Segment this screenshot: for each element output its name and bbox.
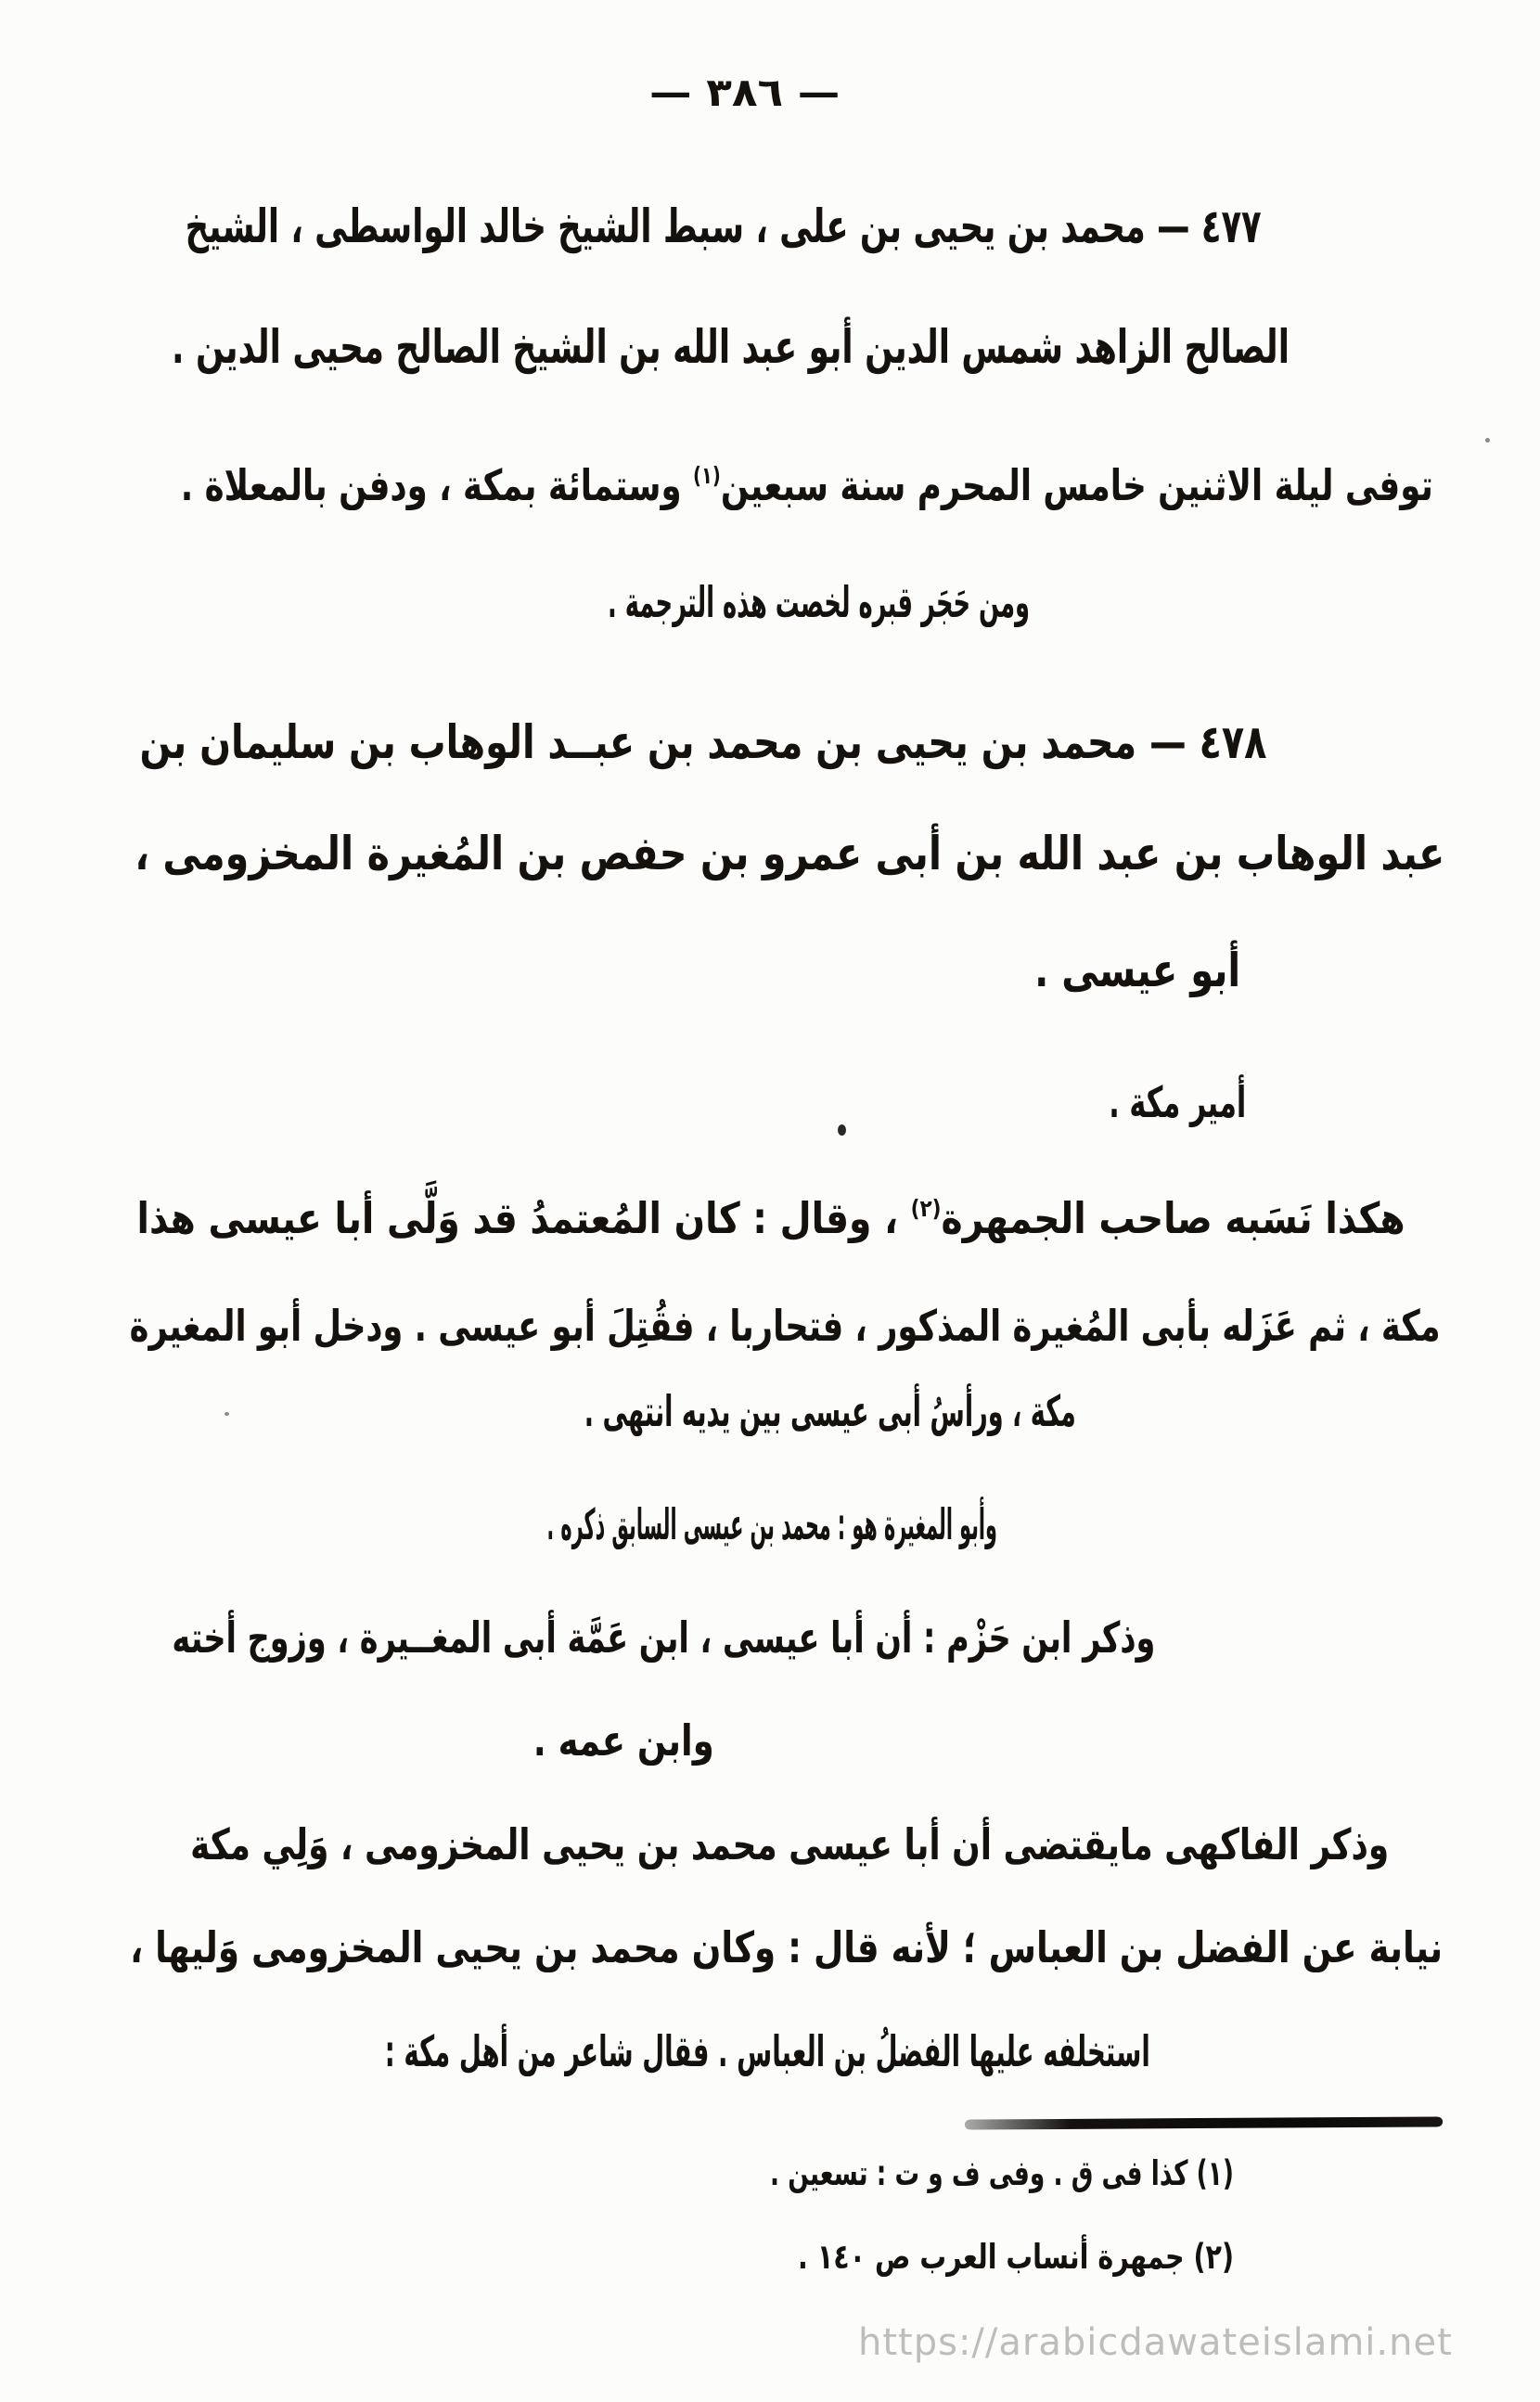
entry-478-abulmughira-line: وأبو المغيرة هو : محمد بن عيسى السابق ذكره . bbox=[546, 1499, 997, 1549]
entry-478-title-line: أمير مكة . bbox=[1108, 1077, 1246, 1127]
footnote-marker-2: (٢) bbox=[911, 1195, 942, 1222]
entry-478-heading-line-1: ٤٧٨ — محمد بن يحيى بن محمد بن عبــد الوهاب بن سليمان بن bbox=[139, 715, 1266, 769]
scan-speck bbox=[838, 1124, 846, 1136]
entry-478-ibnhazm-line-1: وذكر ابن حَزْم : أن أبا عيسى ، ابن عَمَّة أبى المغــيرة ، وزوج أخته bbox=[172, 1612, 1155, 1663]
footnote-2: (٢) جمهرة أنساب العرب ص ١٤٠ . bbox=[798, 2237, 1234, 2277]
footnote-1: (١) كذا فى ق . وفى ف و ت : تسعين . bbox=[769, 2153, 1234, 2193]
entry-478-fakihi-line-3: استخلفه عليها الفضلُ بن العباس . فقال شاعر من أهل مكة : bbox=[384, 2026, 1150, 2076]
entry-477-heading-line-2: الصالح الزاهد شمس الدين أبو عبد الله بن الشيخ الصالح محيى الدين . bbox=[172, 320, 1290, 374]
entry-477-tomb-line: ومن حَجَر قبره لخصت هذه الترجمة . bbox=[607, 577, 1030, 627]
footnote-divider bbox=[965, 2116, 1443, 2129]
entry-478-jamhara-line-2: مكة ، ثم عَزَله بأبى المُغيرة المذكور ، فتحاربا ، فقُتِلَ أبو عيسى . ودخل أبو المغيرة bbox=[130, 1301, 1441, 1351]
entry-478-fakihi-line-1: وذكر الفاكهى مايقتضى أن أبا عيسى محمد بن يحيى المخزومى ، وَلِي مكة bbox=[189, 1819, 1389, 1869]
watermark-url: https://arabicdawateislami.net bbox=[858, 2321, 1453, 2364]
scan-speck bbox=[1485, 438, 1490, 443]
entry-478-ibnhazm-line-2: وابن عمه . bbox=[533, 1715, 714, 1766]
scan-speck bbox=[225, 1412, 229, 1416]
entry-478-jamhara-line-3: مكة ، ورأسُ أبى عيسى بين يديه انتهى . bbox=[584, 1386, 1076, 1436]
footnote-marker-1: (١) bbox=[693, 462, 721, 489]
entry-477-heading-line-1: ٤٧٧ — محمد بن يحيى بن على ، سبط الشيخ خالد الواسطى ، الشيخ bbox=[185, 199, 1262, 253]
page-number: — ٣٨٦ — bbox=[648, 70, 840, 115]
entry-478-heading-line-3: أبو عيسى . bbox=[1034, 944, 1240, 997]
entry-478-heading-line-2: عبد الوهاب بن عبد الله بن أبى عمرو بن حفص بن المُغيرة المخزومى ، bbox=[134, 827, 1444, 880]
entry-478-fakihi-line-2: نيابة عن الفضل بن العباس ؛ لأنه قال : وكان محمد بن يحيى المخزومى وَليها ، bbox=[129, 1922, 1443, 1972]
entry-478-jamhara-line-1: هكذا نَسَبه صاحب الجمهرة$^{(٢)}$ ، وقال : كان المُعتمدُ قد وَلَّى أبا عيسى هذا bbox=[136, 1193, 1405, 1243]
entry-477-death-line: توفى ليلة الاثنين خامس المحرم سنة سبعين$^{(١)}$ وستمائة بمكة ، ودفن بالمعلاة . bbox=[180, 460, 1433, 510]
